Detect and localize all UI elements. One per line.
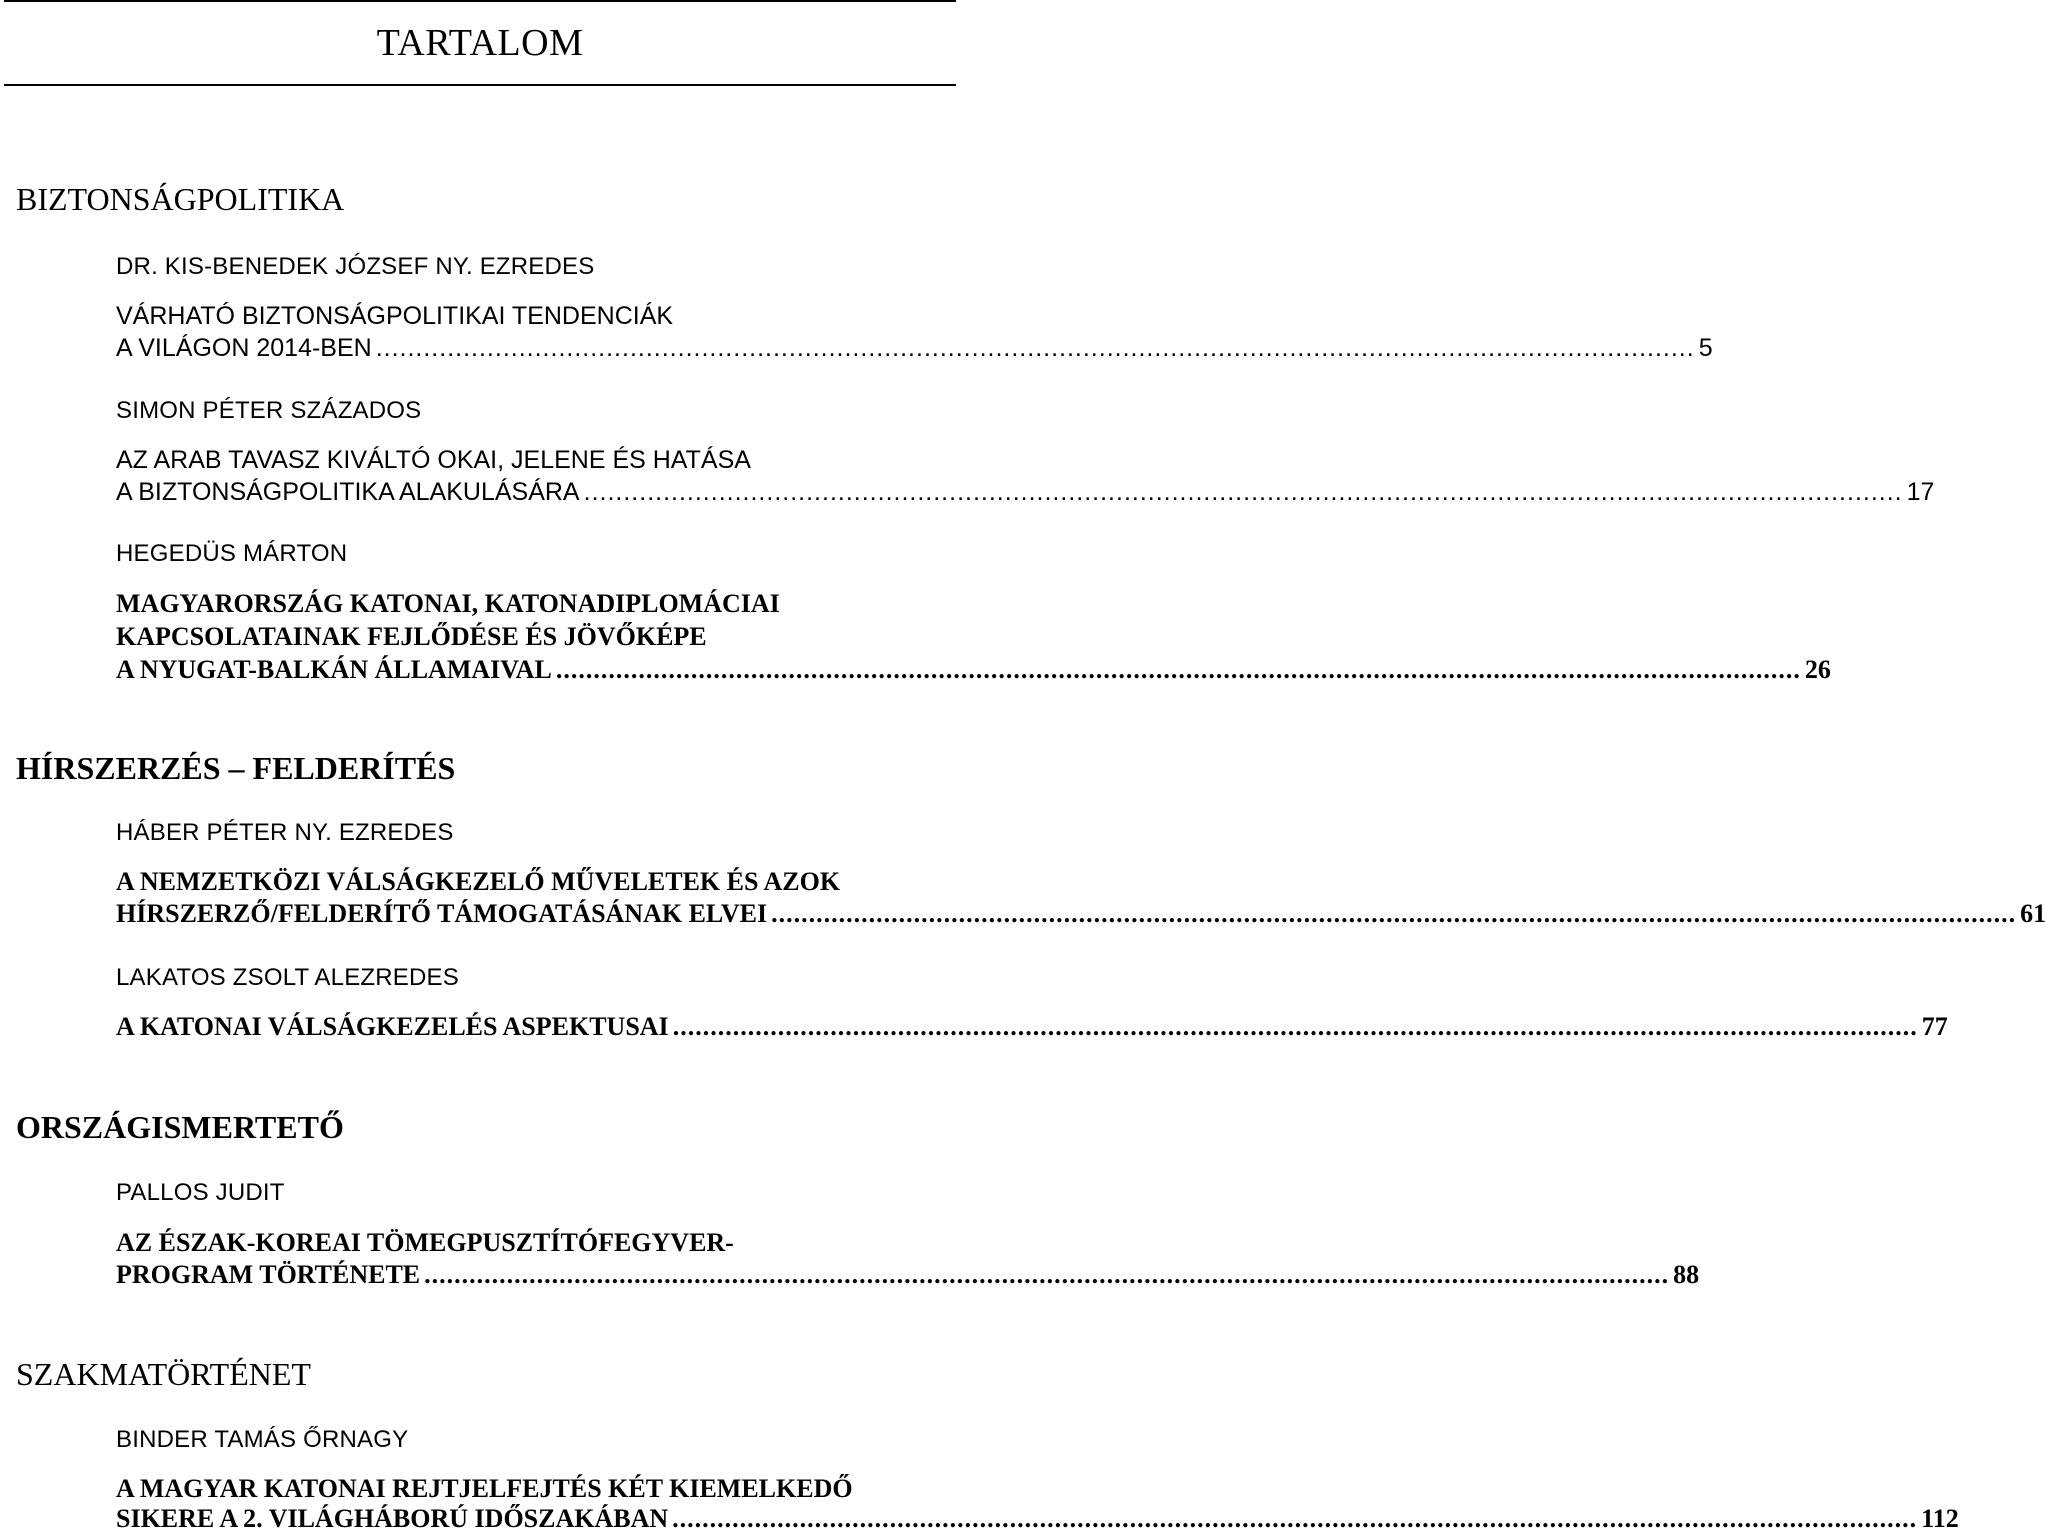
- section-title-hirszerzes: HÍRSZERZÉS – FELDERÍTÉS: [16, 750, 456, 786]
- page-number: 26: [1804, 655, 1831, 684]
- toc-entry-26[interactable]: [116, 654, 1831, 686]
- article-author: DR. KIS-BENEDEK JÓZSEF NY. EZREDES: [116, 253, 595, 280]
- article-title-line: VÁRHATÓ BIZTONSÁGPOLITIKAI TENDENCIÁK: [116, 302, 674, 330]
- article-author: PALLOS JUDIT: [116, 1179, 285, 1206]
- article-title-line: AZ ÉSZAK-KOREAI TÖMEGPUSZTÍTÓFEGYVER-: [116, 1228, 734, 1257]
- page-number: 77: [1921, 1012, 1948, 1041]
- article-title-line: KAPCSOLATAINAK FEJLŐDÉSE ÉS JÖVŐKÉPE: [116, 622, 707, 651]
- article-author: HEGEDÜS MÁRTON: [116, 540, 348, 567]
- article-title-line: A NYUGAT-BALKÁN ÁLLAMAIVAL: [116, 655, 552, 684]
- page-number: 17: [1906, 478, 1935, 506]
- page-number: 112: [1921, 1504, 1959, 1533]
- page-number: 61: [2020, 899, 2046, 928]
- article-title-line: AZ ARAB TAVASZ KIVÁLTÓ OKAI, JELENE ÉS HATÁSA: [116, 446, 751, 474]
- section-title-biztonsagpolitika: BIZTONSÁGPOLITIKA: [16, 181, 345, 217]
- article-title-line: MAGYARORSZÁG KATONAI, KATONADIPLOMÁCIAI: [116, 589, 780, 618]
- page-number: 5: [1698, 334, 1713, 362]
- dot-leader: ......................................................................................................................................................................: [771, 899, 2017, 928]
- toc-entry-61[interactable]: [116, 898, 2046, 930]
- article-title-line: PROGRAM TÖRTÉNETE: [116, 1260, 421, 1289]
- dot-leader: ......................................................................................................................................................................: [672, 1012, 1918, 1041]
- toc-entry-88[interactable]: [116, 1259, 1700, 1291]
- article-title-line: SIKERE A 2. VILÁGHÁBORÚ IDŐSZAKÁBAN: [116, 1504, 669, 1533]
- section-title-orszagismerteto: ORSZÁGISMERTETŐ: [16, 1109, 344, 1145]
- article-title-line: A NEMZETKÖZI VÁLSÁGKEZELŐ MŰVELETEK ÉS AZOK: [116, 867, 841, 896]
- article-title-line: A MAGYAR KATONAI REJTJELFEJTÉS KÉT KIEMELKEDŐ: [116, 1474, 853, 1503]
- dot-leader: ......................................................................................................................................................................: [555, 655, 1801, 684]
- article-title-line: A KATONAI VÁLSÁGKEZELÉS ASPEKTUSAI: [116, 1012, 669, 1041]
- page-number: 88: [1673, 1260, 1700, 1289]
- article-author: SIMON PÉTER SZÁZADOS: [116, 397, 422, 424]
- dot-leader: ......................................................................................................................................................................: [424, 1260, 1670, 1289]
- article-author: LAKATOS ZSOLT ALEZREDES: [116, 964, 459, 991]
- toc-entry-17[interactable]: [116, 476, 1935, 508]
- toc-entry-77[interactable]: [116, 1011, 1948, 1043]
- title-rule: [4, 84, 956, 86]
- article-title-line: A BIZTONSÁGPOLITIKA ALAKULÁSÁRA: [116, 478, 580, 506]
- toc-entry-5[interactable]: [116, 332, 1713, 364]
- dot-leader: ......................................................................................................................................................................: [672, 1504, 1918, 1533]
- page-title: TARTALOM: [376, 22, 584, 64]
- article-author: BINDER TAMÁS ŐRNAGY: [116, 1426, 409, 1453]
- dot-leader: ......................................................................................................................................................................: [583, 478, 1903, 506]
- article-author: HÁBER PÉTER NY. EZREDES: [116, 819, 454, 846]
- article-title-line: HÍRSZERZŐ/FELDERÍTŐ TÁMOGATÁSÁNAK ELVEI: [116, 899, 768, 928]
- top-rule: [4, 0, 956, 2]
- article-title-line: A VILÁGON 2014-BEN: [116, 334, 372, 362]
- section-title-szakmatortenet: SZAKMATÖRTÉNET: [16, 1356, 311, 1392]
- dot-leader: ......................................................................................................................................................................: [375, 334, 1695, 362]
- toc-entry-112[interactable]: [116, 1503, 1959, 1535]
